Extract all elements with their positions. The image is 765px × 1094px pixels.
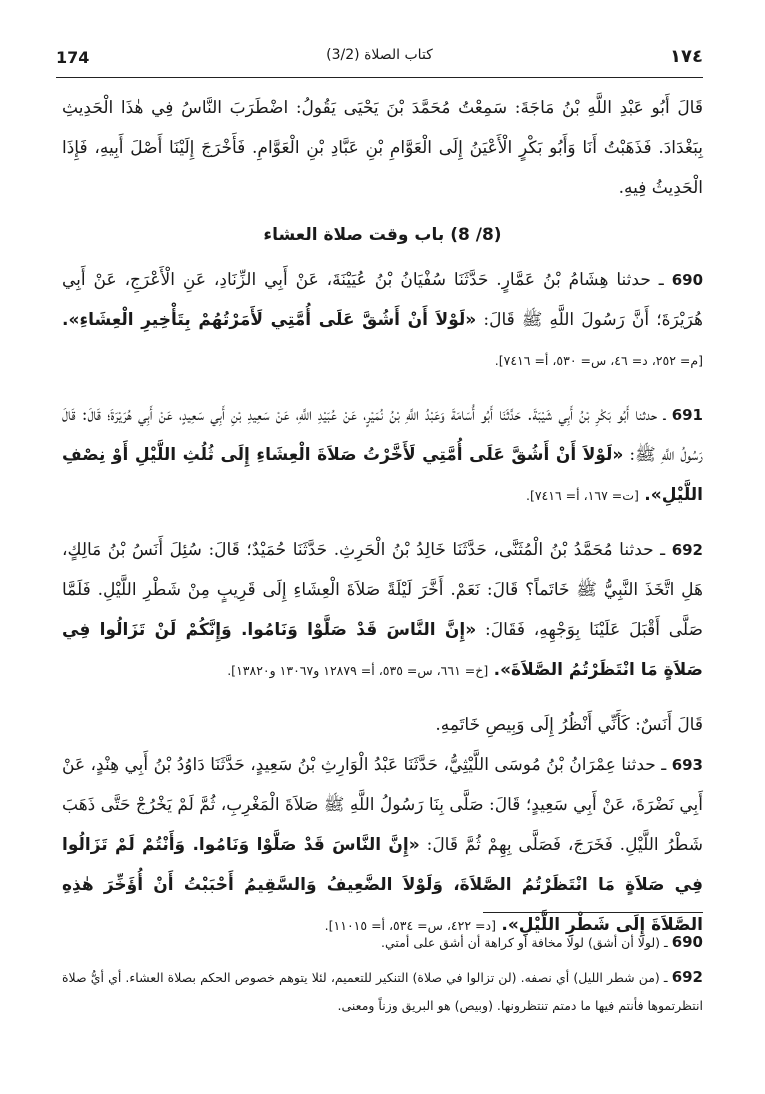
hadith-reference: [خ= ٦٦١، س= ٥٣٥، أ= ١٢٨٧٩ و١٣٠٦٧ و١٣٨٢٠]. [227, 663, 489, 678]
hadith-matn: «إِنَّ النَّاسَ قَدْ صَلَّوْا وَنَامُوا. وَإِنَّكُمْ لَنْ تَزَالُوا فِي صَلاَةٍ مَا انْتَظَرْتُمُ الصَّلاَةَ». [62, 620, 703, 680]
hadith-reference: [د= ٤٢٢، س= ٥٣٤، أ= ١١٠١٥]. [324, 918, 496, 933]
page-number-latin: 174 [56, 48, 90, 67]
hadith-matn: «لَوْلاَ أَنْ أَشُقَّ عَلَى أُمَّتِي لَأَمَرْتُهُمْ بِتَأْخِيرِ الْعِشَاءِ». [62, 310, 477, 330]
chapter-title: (8/ 8) باب وقت صلاة العشاء [263, 225, 502, 245]
hadith-reference: [م= ٢٥٢، د= ٤٦، س= ٥٣٠، أ= ٧٤١٦]. [494, 353, 703, 368]
hadith-text: ـ حدثنا مُحَمَّدُ بْنُ الْمُثَنَّى، حَدَّثَنَا خَالِدُ بْنُ الْحَرِثِ. حَدَّثَنَا حُمَيْدٌ؛ قَالَ: سُئِلَ أَنَسُ بْنُ مَالِكٍ، هَلِ اتَّخَذَ النَّبِيُّ ﷺ خَاتَماً؟ قَالَ: نَعَمْ. أَخَّرَ لَيْلَةً صَلاَةَ الْعِشَاءِ إِلَى قَرِيبٍ مِنْ شَطْرِ اللَّيْلِ. فَلَمَّا صَلَّى أَقْبَلَ عَلَيْنَا بِوَجْهِهِ، فَقَالَ: [62, 540, 703, 640]
hadith-text: ـ حدثنا هِشَامُ بْنُ عَمَّارٍ. حَدَّثَنَا سُفْيَانُ بْنُ عُيَيْنَةَ، عَنْ أَبِي الزِّنَادِ، عَنِ الْأَعْرَجِ، عَنْ أَبِي هُرَيْرَةَ؛ أَنَّ رَسُولَ اللَّهِ ﷺ قَالَ: [62, 270, 703, 330]
footnote-text: ـ (من شطر الليل) أي نصفه. (لن تزالوا في صلاة) التنكير للتعميم، لئلا يتوهم خصوص الحكم بصلاة العشاء. أي أيُّ صلاة انتظرتموها فأنتم فيها ما دمتم تنتظرونها. (وبيص) هو البريق وزناً ومعنى. [62, 970, 703, 1013]
hadith-number: 693 [671, 756, 703, 774]
page-header [56, 40, 703, 74]
footnote-text: ـ (لولا أن أشق) لولا مخافة أو كراهة أن أشق على أمتي. [381, 935, 668, 950]
footnote-number: 692 [671, 968, 703, 986]
main-text [62, 88, 703, 946]
hadith-691 [62, 395, 703, 516]
hadith-number: 690 [671, 271, 704, 289]
footnote-692 [62, 963, 703, 1020]
footnote-rule [483, 912, 703, 913]
header-rule [56, 77, 703, 78]
running-title: (3/2) كتاب الصلاة [326, 47, 433, 63]
hadith-692 [62, 530, 703, 691]
hadith-number: 692 [671, 541, 703, 559]
hadith-text: ـ حدثنا عِمْرَانُ بْنُ مُوسَى اللَّيْثِيُّ، حَدَّثَنَا عَبْدُ الْوَارِثِ بْنُ سَعِيدٍ، حَدَّثَنَا دَاوُدُ بْنُ أَبِي هِنْدٍ، عَنْ أَبِي نَضْرَةَ، عَنْ أَبِي سَعِيدٍ؛ قَالَ: صَلَّى بِنَا رَسُولُ اللَّهِ ﷺ صَلاَةَ الْمَغْرِبِ، ثُمَّ لَمْ يَخْرُجْ حَتَّى ذَهَبَ شَطْرُ اللَّيْلِ. فَخَرَجَ، فَصَلَّى بِهِمْ ثُمَّ قَالَ: [62, 755, 704, 855]
hadith-693 [62, 745, 703, 946]
footnote-690 [62, 928, 703, 957]
hadith-number: 691 [671, 406, 703, 424]
footnote-number: 690 [671, 933, 703, 951]
hadith-matn: «لَوْلاَ أَنْ أَشُقَّ عَلَى أُمَّتِي لَأَخَّرْتُ صَلاَةَ الْعِشَاءِ إِلَى ثُلُثِ اللَّيْلِ أَوْ نِصْفِ اللَّيْلِ». [62, 445, 703, 505]
hadith-692-note: قَالَ أَنَسٌ: كَأَنِّي أَنْظُرُ إِلَى وَبِيصِ خَاتَمِهِ. [435, 715, 703, 735]
footnotes [62, 928, 703, 1026]
hadith-690 [62, 260, 703, 381]
intro-paragraph: قَالَ أَبُو عَبْدِ اللَّهِ بْنُ مَاجَةَ: سَمِعْتُ مُحَمَّدَ بْنَ يَحْيَى يَقُولُ: اضْطَرَبَ النَّاسُ فِي هٰذَا الْحَدِيثِ بِبَغْدَادَ. فَذَهَبْتُ أَنَا وَأَبُو بَكْرٍ الْأَعْيَنُ إِلَى الْعَوَّامِ بْنِ عَبَّادِ بْنِ الْعَوَّامِ. فَأَخْرَجَ إِلَيْنَا أَصْلَ أَبِيهِ، فَإِذَا الْحَدِيثُ فِيهِ. [62, 98, 703, 198]
page-number-arabic: ١٧٤ [670, 46, 703, 67]
hadith-reference: [ت= ١٦٧، أ= ٧٤١٦]. [525, 488, 639, 503]
hadith-text: ـ حدثنا أَبُو بَكْرِ بْنُ أَبِي شَيْبَةَ. حَدَّثَنَا أَبُو أُسَامَةَ وَعَبْدُ اللَّهِ بْنُ نُمَيْرٍ، عَنْ عُبَيْدِ اللَّهِ، عَنْ سَعِيدِ بْنِ أَبِي سَعِيدٍ، عَنْ أَبِي هُرَيْرَةَ؛ قَالَ: قَالَ رَسُولُ اللَّهِ ﷺ: [62, 405, 704, 465]
hadith-matn: «إِنَّ النَّاسَ قَدْ صَلَّوْا وَنَامُوا. وَأَنْتُمْ لَمْ تَزَالُوا فِي صَلاَةٍ مَا انْتَظَرْتُمُ الصَّلاَةَ، وَلَوْلاَ الضَّعِيفُ وَالسَّقِيمُ أَحْبَبْتُ أَنْ أُؤَخِّرَ هٰذِهِ الصَّلاَةَ إِلَى شَطْرِ اللَّيْلِ». [62, 835, 703, 935]
